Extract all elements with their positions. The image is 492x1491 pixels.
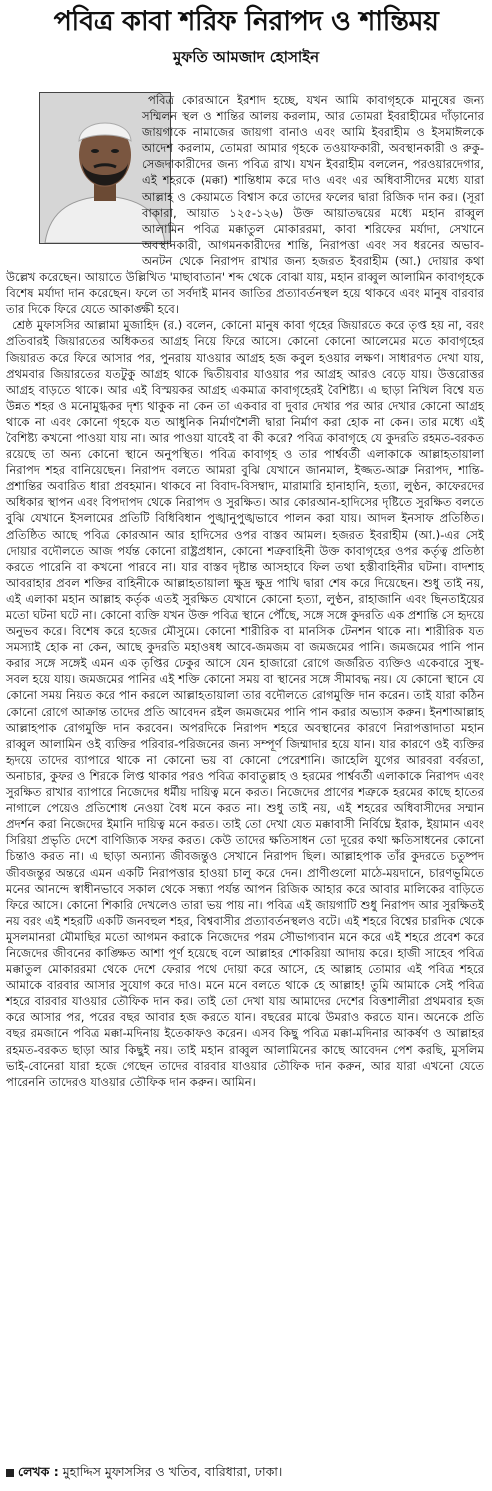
article-paragraph-1: পবিত্র কোরআনে ইরশাদ হচ্ছে, যখন আমি কাবাগৃহকে মানুষের জন্য সম্মিলন স্থল ও শান্তির আলয় করলাম, আর তোমরা ইবরাহীমের দাঁড়ানোর জায়গাকে নামাজের জায়গা বানাও এবং আমি ইবরাহীম ও ইসমাঈলকে আদেশ করলাম, তোমরা আমার গৃহকে তওয়াফকারী, অবস্থানকারী ও রুকু-সেজদাকারীদের জন্য পবিত্র রাখ। যখন ইবরাহীম বললেন, পরওয়ারদেগার, এই শহরকে (মক্কা) শান্তিধাম করে দাও এবং এর অধিবাসীদের মধ্যে যারা আল্লাহ ও কেয়ামতে বিশ্বাস করে তাদের ফলের দ্বারা রিজিক দান কর। (সূরা বাকারা, আয়াত ১২৫-১২৬) উক্ত আয়াতদ্বয়ের মধ্যে মহান রাব্বুল আলামিন পবিত্র মক্কাতুল মোকাররমা, কাবা শরিফের মর্যাদা, সেখানে অবস্থানকারী, আগমনকারীদের শান্তি, নিরাপত্তা এবং সব ধরনের অভাব-অনটন থেকে নিরাপদ রাখার জন্য হজরত ইবরাহীম (আ.) দোয়ার কথা উল্লেখ করেছেন। আয়াতে উল্লিখিত 'মাছাবাতান' শব্দ থেকে বোঝা যায়, মহান রাব্বুল আলামিন কাবাগৃহকে বিশেষ মর্যাদা দান করেছেন। ফলে তা সর্বদাই মানব জাতির প্রত্যাবর্তনস্থল হয়ে থাকবে এবং মানুষ বারবার তার দিকে ফিরে যেতে আকাঙ্ক্ষী হবে। (6, 93, 484, 317)
article-body (6, 92, 484, 1090)
footer-text: মুহাদ্দিস মুফাসসির ও খতিব, বারিধারা, ঢাকা। (62, 1464, 283, 1479)
photo-spacer (6, 92, 142, 256)
article-headline: পবিত্র কাবা শরিফ নিরাপদ ও শান্তিময় (53, 6, 439, 37)
article-paragraph-2: শ্রেষ্ঠ মুফাসসির আল্লামা মুজাহিদ (র.) বলেন, কোনো মানুষ কাবা গৃহের জিয়ারতে করে তৃপ্ত হয় না, বরং প্রতিবারই জিয়ারতের অধিকতর আগ্রহ নিয়ে ফিরে আসে। কোনো কোনো আলেমের মতে কাবাগৃহের জিয়ারত করে ফিরে আসার পর, পুনরায় যাওয়ার আগ্রহ হজ কবুল হওয়ার লক্ষণ। সাধারণত দেখা যায়, প্রথমবার জিয়ারতের যতটুকু আগ্রহ থাকে দ্বিতীয়বার যাওয়ার পর আগ্রহ আরও বেড়ে যায়। উত্তরোত্তর আগ্রহ বাড়তে থাকে। আর এই বিস্ময়কর আগ্রহ একমাত্র কাবাগৃহেরই বৈশিষ্ট্য। এ ছাড়া নিখিল বিশ্বে যত উন্নত শহর ও মনোমুগ্ধকর দৃশ্য থাকুক না কেন তা একবার বা দুবার দেখার পর আর দেখার কোনো আগ্রহ থাকে না এবং কোনো গৃহকে যত আধুনিক নির্মাণশৈলী দ্বারা নির্মাণ করা হোক না কেন। তার মধ্যে এই বৈশিষ্ট্য কখনো পাওয়া যায় না। আর পাওয়া যাবেই বা কী করে? পবিত্র কাবাগৃহে যে কুদরতি রহমত-বরকত রয়েছে তা অন্য কোনো স্থানে অনুপস্থিত। পবিত্র কাবাগৃহ ও তার পার্শ্ববর্তী এলাকাকে আল্লাহতায়ালা নিরাপদ শহর বানিয়েছেন। নিরাপদ বলতে আমরা বুঝি যেখানে জানমাল, ইজ্জত-আব্রু নিরাপদ, শান্তি-প্রশান্তির অবারিত ধারা প্রবহমান। থাকবে না বিবাদ-বিসম্বাদ, মারামারি হানাহানি, হত্যা, লুণ্ঠন, কাফেরদের অধিকার স্থাপন এবং বিপদাপদ থেকে নিরাপদ ও সুরক্ষিত। আর কোরআন-হাদিসের দৃষ্টিতে সুরক্ষিত বলতে বুঝি যেখানে ইসলামের প্রতিটি বিধিবিধান পুঙ্খানুপুঙ্খভাবে পালন করা যায়। আদল ইনসাফ প্রতিষ্ঠিত। প্রতিষ্ঠিত আছে পবিত্র কোরআন আর হাদিসের ওপর বাস্তব আমল। হজরত ইবরাহীম (আ.)-এর সেই দোয়ার বদৌলতে আজ পর্যন্ত কোনো রাষ্ট্রপ্রধান, কোনো শত্রুবাহিনী উক্ত কাবাগৃহের ওপর কর্তৃত্ব প্রতিষ্ঠা করতে পারেনি বা কখনো পারবে না। যার বাস্তব দৃষ্টান্ত আসহাবে ফিল তথা হস্তীবাহিনীর ঘটনা। বাদশাহ আবরাহার প্রবল শক্তির বাহিনীকে আল্লাহতায়ালা ক্ষুদ্র ক্ষুদ্র পাখি দ্বারা শেষ করে দিয়েছেন। শুধু তাই নয়, এই এলাকা মহান আল্লাহ কর্তৃক এতই সুরক্ষিত যেখানে কোনো হত্যা, লুণ্ঠন, রাহাজানি এবং ছিনতাইয়ের মতো ঘটনা ঘটে না। কোনো ব্যক্তি যখন উক্ত পবিত্র স্থানে পৌঁছে, সঙ্গে সঙ্গে কুদরতি এক প্রশান্তি সে হৃদয়ে অনুভব করে। বিশেষ করে হজের মৌসুমে। কোনো শারীরিক বা মানসিক টেনশন থাকে না। শারীরিক যত সমস্যাই হোক না কেন, আছে কুদরতি মহাওষধ আবে-জমজম বা জমজমের পানি। জমজমের পানি পান করার সঙ্গে সঙ্গেই এমন এক তৃপ্তির ঢেকুর আসে যেন হাজারো রোগে জর্জরিত ব্যক্তিও একেবারে সুস্থ-সবল হয়ে যায়। জমজমের পানির এই শক্তি কোনো সময় বা স্থানের সঙ্গে সীমাবদ্ধ নয়। যে কোনো স্থানে যে কোনো সময় নিয়ত করে পান করলে আল্লাহতায়ালা তার বদৌলতে রোগমুক্তি দান করেন। তাই যারা কঠিন কোনো রোগে আক্রান্ত তাদের প্রতি আবেদন রইল জমজমের পানি পান করার অভ্যাস করুন। ইনশাআল্লাহ আল্লাহপাক রোগমুক্তি দান করবেন। অপরদিকে নিরাপদ শহরে অবস্থানের কারণে নিরাপত্তাদাতা মহান রাব্বুল আলামিন ওই ব্যক্তির পরিবার-পরিজনের জন্য সম্পূর্ণ জিম্মাদার হয়ে যান। যার কারণে ওই ব্যক্তির হৃদয়ে তাদের ব্যাপারে থাকে না কোনো ভয় বা কোনো পেরেশানি। জাহেলি যুগের আরবরা বর্বরতা, অনাচার, কুফর ও শিরকে লিপ্ত থাকার পরও পবিত্র কাবাতুল্লাহ ও হরমের পার্শ্ববর্তী এলাকাকে নিরাপদ এবং সুরক্ষিত রাখার ব্যাপারে নিজেদের ধর্মীয় দায়িত্ব মনে করত। নিজেদের প্রাণের শত্রুকে হরমের কাছে হাতের নাগালে পেয়েও প্রতিশোধ নেওয়া বৈধ মনে করত না। শুধু তাই নয়, এই শহরের অধিবাসীদের সম্মান প্রদর্শন করা নিজেদের ইমানি দায়িত্ব মনে করত। তাই তো দেখা যেত মক্কাবাসী নির্বিঘ্নে ইরাক, ইয়ামান এবং সিরিয়া প্রভৃতি দেশে বাণিজ্যিক সফর করত। কেউ তাদের ক্ষতিসাধন তো দূরের কথা ক্ষতিসাধনের কোনো চিন্তাও করত না। এ ছাড়া অন্যান্য জীবজন্তুও সেখানে নিরাপদ ছিল। আল্লাহপাক তাঁর কুদরতে চতুষ্পদ জীবজন্তুর অন্তরে এমন একটি নিরাপত্তার হাওয়া চালু করে দেন। প্রাণীগুলো মাঠে-ময়দানে, চারণভূমিতে মনের আনন্দে স্বাধীনভাবে সকাল থেকে সন্ধ্যা পর্যন্ত আপন রিজিক আহার করে আবার মালিকের বাড়িতে ফিরে আসে। কোনো শিকারি দেখলেও তারা ভয় পায় না। পবিত্র এই জায়গাটি শুধু নিরাপদ আর সুরক্ষিতই নয় বরং এই শহরটি একটি জনবহুল শহর, বিশ্ববাসীর প্রত্যাবর্তনস্থলও বটে। এই শহরে বিশ্বের চারদিক থেকে মুসলমানরা মৌমাছির মতো আগমন করাকে নিজেদের পরম সৌভাগ্যবান মনে করে এই শহরে প্রবেশ করে নিজেদের জীবনের কাঙ্ক্ষিত আশা পূর্ণ হয়েছে বলে আল্লাহর শোকরিয়া আদায় করে। হাজী সাহেব পবিত্র মক্কাতুল মোকাররমা থেকে দেশে ফেরার পথে দোয়া করে আসে, হে আল্লাহ তোমার এই পবিত্র শহরে আমাকে বারবার আসার সুযোগ করে দাও। মনে মনে বলতে থাকে হে আল্লাহ! তুমি আমাকে সেই পবিত্র শহরে বারবার যাওয়ার তৌফিক দান কর। তাই তো দেখা যায় আমাদের দেশের বিত্তশালীরা প্রথমবার হজ করে আসার পর, পরের বছর আবার হজ করতে যান। বছরের মাঝে উমরাও করতে যান। অনেকে প্রতি বছর রমজানে পবিত্র মক্কা-মদিনায় ইতেকাফও করেন। এসব কিছু পবিত্র মক্কা-মদিনার আকর্ষণ ও আল্লাহর রহমত-বরকত ছাড়া আর কিছুই নয়। তাই মহান রাব্বুল আলামিনের কাছে আবেদন পেশ করছি, মুসলিম ভাই-বোনেরা যারা হজে গেছেন তাদের বারবার যাওয়ার তৌফিক দান করুন, আর যারা এখনো যেতে পারেননি তাদেরও যাওয়ার তৌফিক দান করুন। আমিন। (6, 318, 484, 1089)
article-author: মুফতি আমজাদ হোসাইন (172, 48, 320, 66)
bullet-square-icon (6, 1469, 14, 1477)
article-footer (6, 1463, 484, 1481)
footer-label: লেখক : (18, 1464, 59, 1479)
